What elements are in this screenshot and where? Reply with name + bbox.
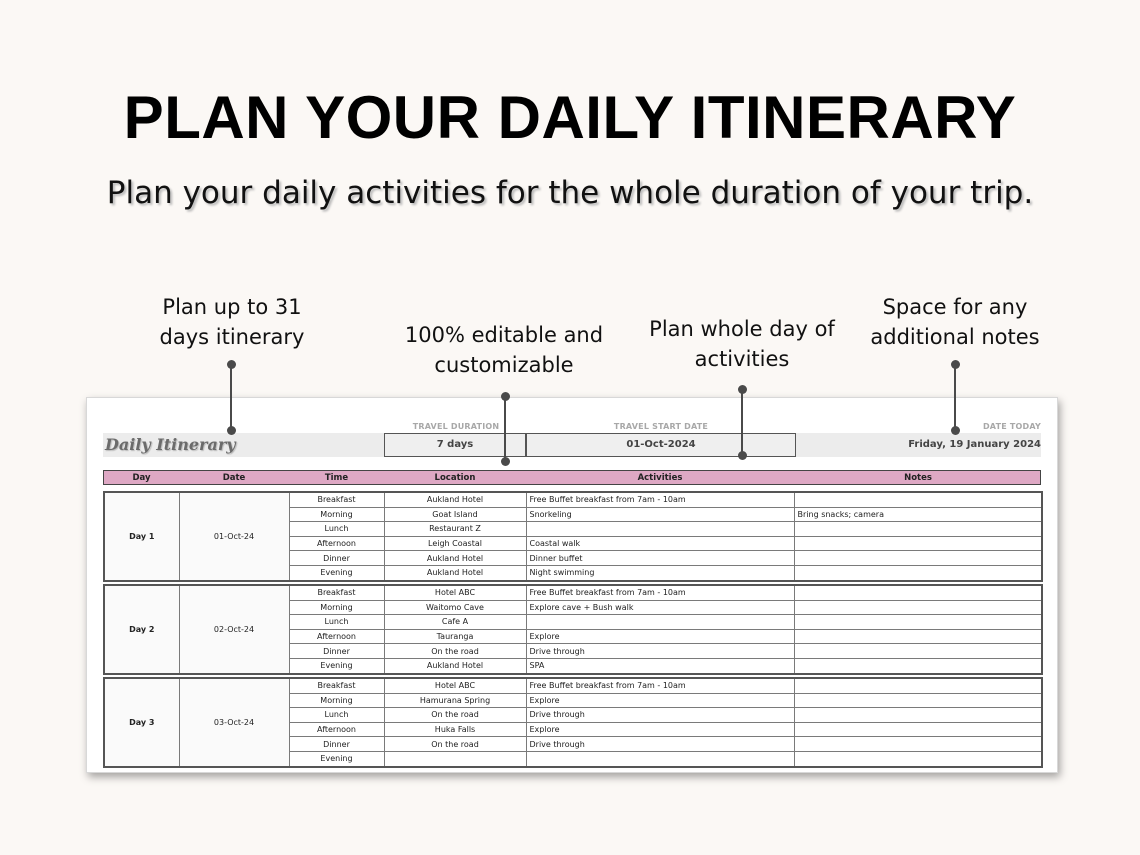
time-cell[interactable]: Lunch <box>289 708 384 723</box>
notes-cell[interactable] <box>794 693 1042 708</box>
column-header-row <box>103 470 1041 485</box>
date-cell[interactable]: 03-Oct-24 <box>179 678 289 767</box>
location-cell[interactable]: On the road <box>384 737 526 752</box>
activity-cell[interactable]: Snorkeling <box>526 507 794 522</box>
location-cell[interactable]: Huka Falls <box>384 722 526 737</box>
callout-pointer-days <box>230 364 232 430</box>
location-cell[interactable]: Leigh Coastal <box>384 536 526 551</box>
location-cell[interactable]: Hotel ABC <box>384 678 526 693</box>
notes-cell[interactable]: Bring snacks; camera <box>794 507 1042 522</box>
activity-cell[interactable]: Explore cave + Bush walk <box>526 600 794 615</box>
day-cell[interactable]: Day 2 <box>104 585 179 674</box>
callout-activities: Plan whole day of activities <box>649 317 835 371</box>
time-cell[interactable]: Afternoon <box>289 629 384 644</box>
duration-field[interactable]: 7 days <box>384 433 526 457</box>
notes-cell[interactable] <box>794 722 1042 737</box>
date-today-label: DATE TODAY <box>982 422 1041 431</box>
date-cell[interactable]: 01-Oct-24 <box>179 492 289 581</box>
activity-cell[interactable]: SPA <box>526 658 794 673</box>
activity-cell[interactable] <box>526 615 794 630</box>
start-date-field[interactable]: 01-Oct-2024 <box>526 433 796 457</box>
notes-cell[interactable] <box>794 536 1042 551</box>
callout-dot-days-top <box>227 360 236 369</box>
time-cell[interactable]: Morning <box>289 600 384 615</box>
day-block <box>103 584 1043 675</box>
callout-pointer-notes <box>954 364 956 430</box>
table-row <box>104 678 1042 693</box>
page-title: PLAN YOUR DAILY ITINERARY <box>123 84 1017 151</box>
activity-cell[interactable]: Dinner buffet <box>526 551 794 566</box>
time-cell[interactable]: Morning <box>289 507 384 522</box>
callout-pointer-editable <box>504 396 506 462</box>
date-today-value: Friday, 19 January 2024 <box>908 439 1041 450</box>
activity-cell[interactable] <box>526 751 794 766</box>
location-cell[interactable]: Hotel ABC <box>384 585 526 600</box>
activity-cell[interactable]: Explore <box>526 722 794 737</box>
time-cell[interactable]: Evening <box>289 565 384 580</box>
time-cell[interactable]: Morning <box>289 693 384 708</box>
notes-cell[interactable] <box>794 551 1042 566</box>
callout-dot-notes-bottom <box>951 426 960 435</box>
activity-cell[interactable]: Explore <box>526 629 794 644</box>
activity-cell[interactable]: Free Buffet breakfast from 7am - 10am <box>526 585 794 600</box>
callout-days: Plan up to 31 days itinerary <box>159 295 305 349</box>
activity-cell[interactable] <box>526 522 794 537</box>
location-cell[interactable]: Waitomo Cave <box>384 600 526 615</box>
table-row <box>104 492 1042 507</box>
time-cell[interactable]: Lunch <box>289 615 384 630</box>
day-cell[interactable]: Day 3 <box>104 678 179 767</box>
location-cell[interactable]: Restaurant Z <box>384 522 526 537</box>
time-cell[interactable]: Afternoon <box>289 722 384 737</box>
callout-dot-days-bottom <box>227 426 236 435</box>
notes-cell[interactable] <box>794 492 1042 507</box>
location-cell[interactable]: Hamurana Spring <box>384 693 526 708</box>
notes-cell[interactable] <box>794 629 1042 644</box>
location-cell[interactable]: Aukland Hotel <box>384 551 526 566</box>
time-cell[interactable]: Evening <box>289 658 384 673</box>
time-cell[interactable]: Lunch <box>289 522 384 537</box>
activity-cell[interactable]: Drive through <box>526 644 794 659</box>
location-cell[interactable] <box>384 751 526 766</box>
column-header-location: Location <box>434 473 476 483</box>
time-cell[interactable]: Dinner <box>289 551 384 566</box>
notes-cell[interactable] <box>794 522 1042 537</box>
day-cell[interactable]: Day 1 <box>104 492 179 581</box>
callout-dot-activities-bottom <box>738 451 747 460</box>
activity-cell[interactable]: Drive through <box>526 708 794 723</box>
callout-dot-editable-bottom <box>501 457 510 466</box>
date-cell[interactable]: 02-Oct-24 <box>179 585 289 674</box>
page-subtitle: Plan your daily activities for the whole duration of your trip. <box>106 175 1034 211</box>
callout-dot-activities-top <box>738 385 747 394</box>
callout-pointer-activities <box>741 389 743 455</box>
column-header-time: Time <box>324 473 349 483</box>
activity-cell[interactable]: Coastal walk <box>526 536 794 551</box>
notes-cell[interactable] <box>794 737 1042 752</box>
time-cell[interactable]: Evening <box>289 751 384 766</box>
activity-cell[interactable]: Night swimming <box>526 565 794 580</box>
time-cell[interactable]: Breakfast <box>289 585 384 600</box>
time-cell[interactable]: Breakfast <box>289 492 384 507</box>
notes-cell[interactable] <box>794 708 1042 723</box>
activity-cell[interactable]: Drive through <box>526 737 794 752</box>
callout-dot-editable-top <box>501 392 510 401</box>
notes-cell[interactable] <box>794 658 1042 673</box>
notes-cell[interactable] <box>794 615 1042 630</box>
notes-cell[interactable] <box>794 678 1042 693</box>
notes-cell[interactable] <box>794 565 1042 580</box>
time-cell[interactable]: Breakfast <box>289 678 384 693</box>
day-block <box>103 491 1043 582</box>
location-cell[interactable]: Aukland Hotel <box>384 658 526 673</box>
activity-cell[interactable]: Free Buffet breakfast from 7am - 10am <box>526 492 794 507</box>
time-cell[interactable]: Dinner <box>289 644 384 659</box>
start-date-label: TRAVEL START DATE <box>613 422 709 431</box>
notes-cell[interactable] <box>794 751 1042 766</box>
callout-notes: Space for any additional notes <box>870 295 1040 349</box>
column-header-day: Day <box>132 473 151 483</box>
notes-cell[interactable] <box>794 644 1042 659</box>
day-block <box>103 677 1043 768</box>
notes-cell[interactable] <box>794 585 1042 600</box>
location-cell[interactable]: Aukland Hotel <box>384 565 526 580</box>
callout-dot-notes-top <box>951 360 960 369</box>
duration-label: TRAVEL DURATION <box>412 422 500 431</box>
notes-cell[interactable] <box>794 600 1042 615</box>
column-header-activities: Activities <box>637 473 683 483</box>
time-cell[interactable]: Afternoon <box>289 536 384 551</box>
column-header-date: Date <box>222 473 246 483</box>
location-cell[interactable]: Cafe A <box>384 615 526 630</box>
location-cell[interactable]: Aukland Hotel <box>384 492 526 507</box>
callout-editable: 100% editable and customizable <box>404 323 604 377</box>
table-row <box>104 585 1042 600</box>
location-cell[interactable]: Tauranga <box>384 629 526 644</box>
location-cell[interactable]: On the road <box>384 708 526 723</box>
itinerary-sheet <box>86 397 1058 773</box>
activity-cell[interactable]: Free Buffet breakfast from 7am - 10am <box>526 678 794 693</box>
location-cell[interactable]: On the road <box>384 644 526 659</box>
time-cell[interactable]: Dinner <box>289 737 384 752</box>
sheet-logo: Daily Itinerary <box>105 435 236 454</box>
activity-cell[interactable]: Explore <box>526 693 794 708</box>
location-cell[interactable]: Goat Island <box>384 507 526 522</box>
column-header-notes: Notes <box>904 473 932 483</box>
